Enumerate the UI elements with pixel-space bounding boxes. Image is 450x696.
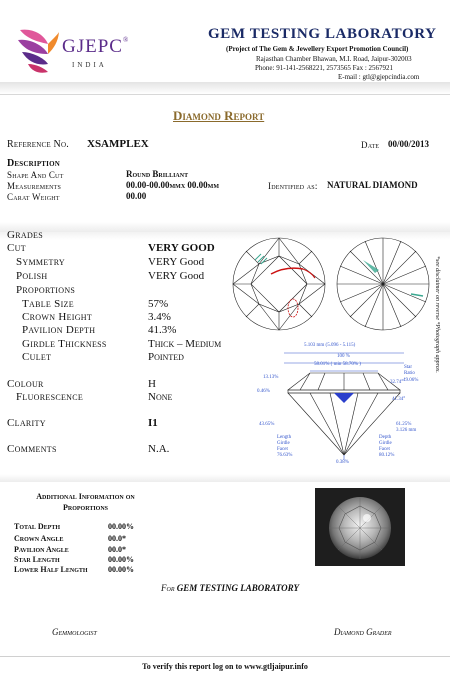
pavilion-plot-diagram <box>337 238 429 330</box>
comments-label: Comments <box>7 443 57 455</box>
profile-pavilion-angle: 41.34° <box>392 397 406 402</box>
star-length-value: 00.00% <box>108 555 134 564</box>
grades-heading: Grades <box>7 229 43 241</box>
pavilion-angle-label: Pavilion Angle <box>14 545 69 554</box>
lab-subtitle: (Project of The Gem & Jewellery Export Promotion Council) <box>226 45 409 53</box>
profile-depth-mm: 3.126 mm <box>396 428 417 433</box>
logo <box>14 24 60 76</box>
for-lab-name: GEM TESTING LABORATORY <box>176 583 299 593</box>
girdle-thickness-value: Thick – Medium <box>148 338 222 350</box>
clarity-label: Clarity <box>7 417 46 429</box>
crown-height-value: 3.4% <box>148 311 171 323</box>
crown-angle-label: Crown Angle <box>14 534 64 543</box>
lower-half-length-value: 00.00% <box>108 565 134 574</box>
profile-crown-angle: 32.74° <box>390 380 404 385</box>
logo-subtext: INDIA <box>72 61 107 69</box>
logo-text <box>62 36 129 58</box>
logo-registered: ® <box>122 36 130 44</box>
for-text: For <box>161 583 175 593</box>
profile-length-label: Length <box>277 435 292 440</box>
clarity-value: I1 <box>148 417 158 429</box>
proportions-label: Proportions <box>16 284 76 296</box>
comments-value: N.A. <box>148 443 170 455</box>
fluorescence-label: Fluorescence <box>16 391 84 403</box>
profile-star-value: 49.06% <box>403 378 419 383</box>
carat-label: Carat Weight <box>7 192 60 202</box>
crown-height-label: Crown Height <box>22 311 93 323</box>
fluorescence-value: None <box>148 391 173 403</box>
profile-100-pct: 100 % <box>337 354 350 359</box>
colour-label: Colour <box>7 378 44 390</box>
gemmologist-label: Gemmologist <box>52 627 97 637</box>
table-size-value: 57% <box>148 298 169 310</box>
table-size-label: Table Size <box>22 298 74 310</box>
report-title: Diamond Report <box>173 108 265 123</box>
symmetry-value: VERY Good <box>148 256 205 268</box>
profile-depth-facet-label: Facet <box>379 447 390 452</box>
verify-footer: To verify this report log on to www.gtljaipur.info <box>142 662 308 671</box>
polish-label: Polish <box>16 270 48 282</box>
additional-heading: Additional Information on Proportions <box>36 492 135 512</box>
polish-value: VERY Good <box>148 270 205 282</box>
total-depth-label: Total Depth <box>14 522 61 531</box>
disclaimer-note <box>432 256 442 406</box>
profile-table-pct: 58.01% ( min 58.70% ) <box>314 362 361 367</box>
profile-ratio-label: Ratio <box>404 371 415 376</box>
crown-plot-marks <box>255 254 315 317</box>
lab-address: Rajasthan Chamber Bhawan, M.I. Road, Jaipur-302003 <box>256 55 412 63</box>
diamond-photo <box>315 488 405 566</box>
culet-highlight <box>334 393 354 403</box>
profile-crown-left: 0.46% <box>257 389 270 394</box>
lower-half-length-label: Lower Half Length <box>14 565 88 574</box>
for-lab-line <box>161 583 299 593</box>
profile-total-left: 43.65% <box>259 422 275 427</box>
reference-label: Reference No. <box>7 139 69 150</box>
proportion-profile-diagram <box>270 343 420 461</box>
date-label: Date <box>361 140 380 150</box>
profile-facet-label: Facet <box>277 447 288 452</box>
description-band <box>0 82 450 232</box>
profile-depth-label: Depth <box>379 435 392 440</box>
star-length-label: Star Length <box>14 555 60 564</box>
pavilion-plot-marks <box>363 260 423 296</box>
culet-value: Pointed <box>148 351 184 363</box>
separator-top <box>0 94 450 95</box>
cut-value: VERY GOOD <box>148 242 215 254</box>
crown-plot-diagram <box>233 238 325 330</box>
disclaimer-text: *see disclaimer on reverse *Photograph approx. <box>434 256 440 373</box>
profile-facet-value: 76.63% <box>277 453 293 458</box>
lab-phone: Phone: 91-141-2568221, 2573565 Fax : 2567921 <box>255 64 394 72</box>
diamond-grader-label: Diamond Grader <box>334 627 392 637</box>
shape-label: Shape And Cut <box>7 170 64 180</box>
profile-depth-pct: 61.25% <box>396 422 412 427</box>
identified-label: Identified as: <box>268 181 318 191</box>
footer-separator <box>0 656 450 657</box>
pavilion-depth-label: Pavilion Depth <box>22 324 96 336</box>
pavilion-depth-value: 41.3% <box>148 324 177 336</box>
symmetry-label: Symmetry <box>16 256 65 268</box>
description-heading: Description <box>7 158 60 169</box>
measurements-label: Measurements <box>7 181 62 191</box>
measurements-value: 00.00-00.00mmx 00.00mm <box>126 180 219 190</box>
profile-star-label: Star <box>404 365 413 370</box>
pavilion-angle-value: 00.0* <box>108 545 126 554</box>
logo-butterfly-icon <box>14 24 60 76</box>
identified-value: NATURAL DIAMOND <box>327 180 418 190</box>
profile-depth-facet-value: 80.12% <box>379 453 395 458</box>
girdle-thickness-label: Girdle Thickness <box>22 338 107 350</box>
profile-crown-height: 13.13% <box>263 375 279 380</box>
cut-label: Cut <box>7 242 26 254</box>
lab-name: GEM TESTING LABORATORY <box>208 26 437 42</box>
clarity-plot-diagrams <box>231 236 431 336</box>
total-depth-value: 00.00% <box>108 522 134 531</box>
lab-email: E-mail : gtl@gjepcindia.com <box>338 73 420 81</box>
profile-total-width: 5.103 mm (5.096 - 5.115) <box>304 343 356 348</box>
profile-depth-girdle-label: Girdle <box>379 441 392 446</box>
carat-value: 00.00 <box>126 191 147 201</box>
crown-angle-value: 00.0* <box>108 534 126 543</box>
date-value: 00/00/2013 <box>388 139 430 149</box>
colour-value: H <box>148 378 156 390</box>
logo-wordmark: GJEPC <box>62 36 123 57</box>
diamond-photo-image <box>315 488 405 566</box>
reference-value: XSAMPLEX <box>87 138 149 150</box>
shape-value: Round Brilliant <box>126 169 189 179</box>
profile-girdle-label: Girdle <box>277 441 290 446</box>
culet-label: Culet <box>22 351 52 363</box>
profile-culet-pct: 0.38% <box>336 460 349 465</box>
